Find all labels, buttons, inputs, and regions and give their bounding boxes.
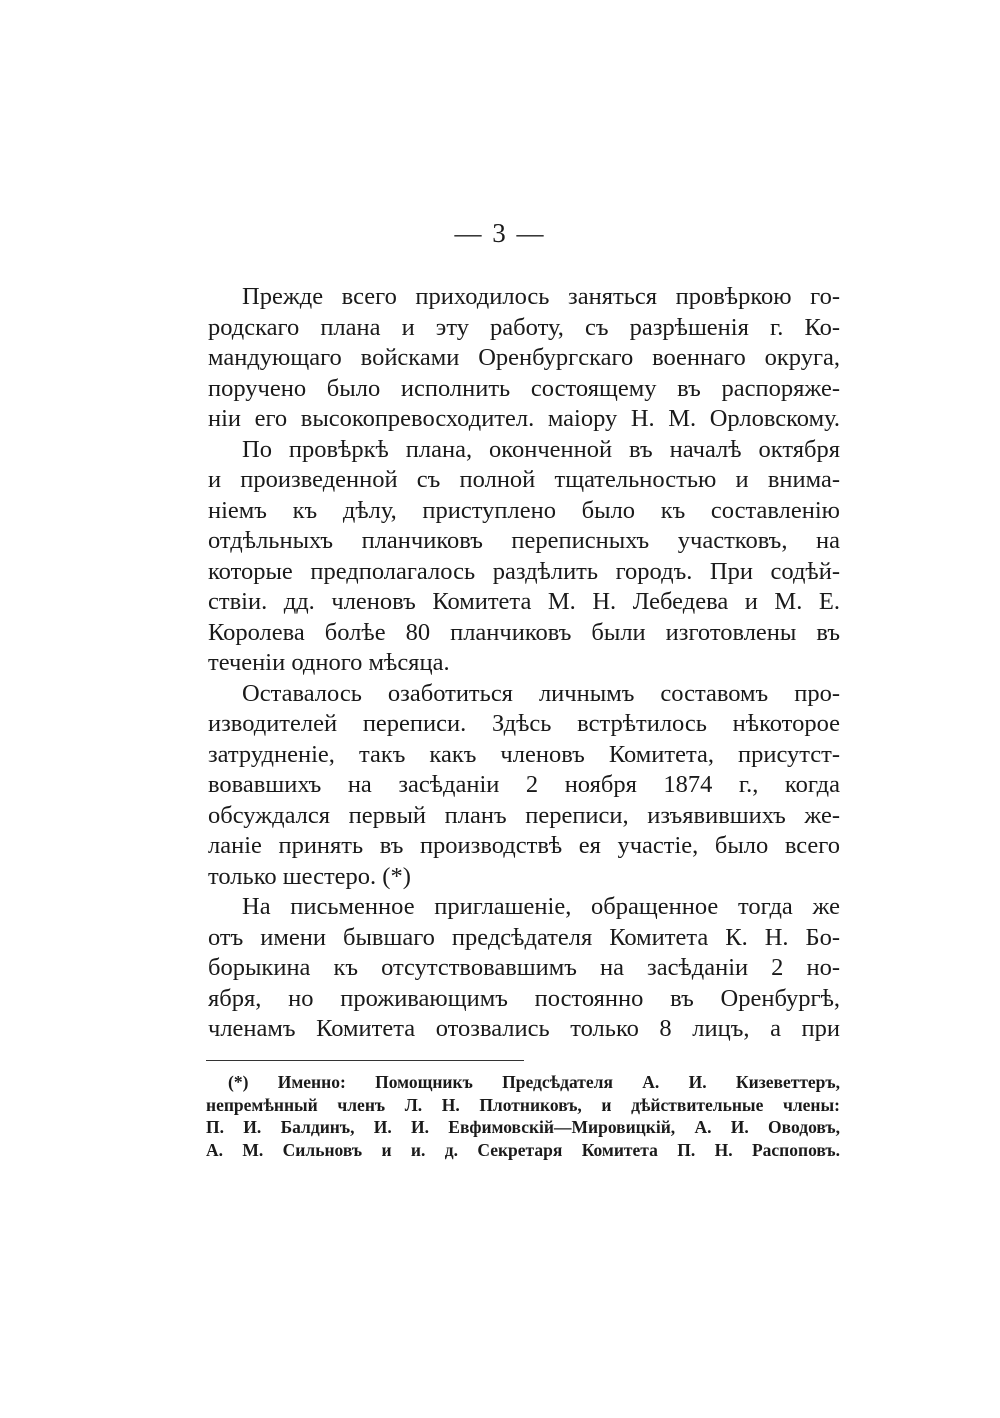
text-line: отдѣльныхъ планчиковъ переписныхъ участковъ, на xyxy=(208,527,840,554)
text-line: только шестеро. (*) xyxy=(208,862,411,890)
footnote-line: А. М. Сильновъ и и. д. Секретаря Комитета П. Н. Распоповъ. xyxy=(206,1139,840,1160)
text-line: ланіе принять въ производствѣ ея участіе, было всего xyxy=(208,832,840,859)
text-line: На письменное приглашеніе, обращенное тогда же xyxy=(242,893,840,920)
text-line: поручено было исполнить состоящему въ распоряже- xyxy=(208,374,840,402)
footnote-line: (*) Именно: Помощникъ Предсѣдателя А. И. Кизеветтеръ, xyxy=(228,1072,840,1092)
text-line: теченіи одного мѣсяца. xyxy=(208,649,450,676)
paragraph-2 xyxy=(208,435,840,679)
text-line: Королева болѣе 80 планчиковъ были изготовлены въ xyxy=(208,618,840,646)
text-line: борыкина къ отсутствовавшимъ на засѣданіи 2 но- xyxy=(208,954,840,981)
footnote-line: П. И. Балдинъ, И. И. Евфимовскій—Мировицкій, А. И. Оводовъ, xyxy=(206,1117,840,1137)
footnote-divider xyxy=(206,1060,524,1061)
text-line: которые предполагалось раздѣлить городъ. При содѣй- xyxy=(208,557,840,585)
text-line: ніи его высокопревосходител. маіору Н. М. Орловскому. xyxy=(208,405,840,432)
paragraph-4 xyxy=(208,892,840,1045)
footnote-line: непремѣнный членъ Л. Н. Плотниковъ, и дѣйствительные члены: xyxy=(206,1094,840,1115)
text-line: ніемъ къ дѣлу, приступлено было къ составленію xyxy=(208,496,840,524)
text-line: Прежде всего приходилось заняться провѣркою го- xyxy=(242,283,840,310)
footnote xyxy=(206,1071,840,1161)
text-line: ствіи. дд. членовъ Комитета М. Н. Лебедева и М. Е. xyxy=(208,588,840,615)
page-number: — 3 — xyxy=(454,218,546,248)
text-line: родскаго плана и эту работу, съ разрѣшенія г. Ко- xyxy=(208,313,840,341)
text-line: отъ имени бывшаго предсѣдателя Комитета К. Н. Бо- xyxy=(208,923,840,951)
text-line: обсуждался первый планъ переписи, изъявившихъ же- xyxy=(208,801,840,829)
text-line: затрудненіе, такъ какъ членовъ Комитета, присутст- xyxy=(208,740,840,768)
text-line: изводителей переписи. Здѣсь встрѣтилось нѣкоторое xyxy=(208,710,840,737)
text-line: членамъ Комитета отозвались только 8 лицъ, а при xyxy=(208,1015,840,1042)
text-line: мандующаго войсками Оренбургскаго военнаго округа, xyxy=(208,344,840,371)
text-line: По провѣркѣ плана, оконченной въ началѣ октября xyxy=(242,435,840,463)
text-line: и произведенной съ полной тщательностью и внима- xyxy=(208,466,840,493)
text-line: ября, но проживающимъ постоянно въ Оренбургѣ, xyxy=(208,984,840,1012)
body-text xyxy=(208,282,840,1045)
paragraph-3 xyxy=(208,679,840,893)
paragraph-1 xyxy=(208,282,840,435)
text-line: вовавшихъ на засѣданіи 2 ноября 1874 г., когда xyxy=(208,771,840,798)
text-line: Оставалось озаботиться личнымъ составомъ про- xyxy=(242,679,840,707)
